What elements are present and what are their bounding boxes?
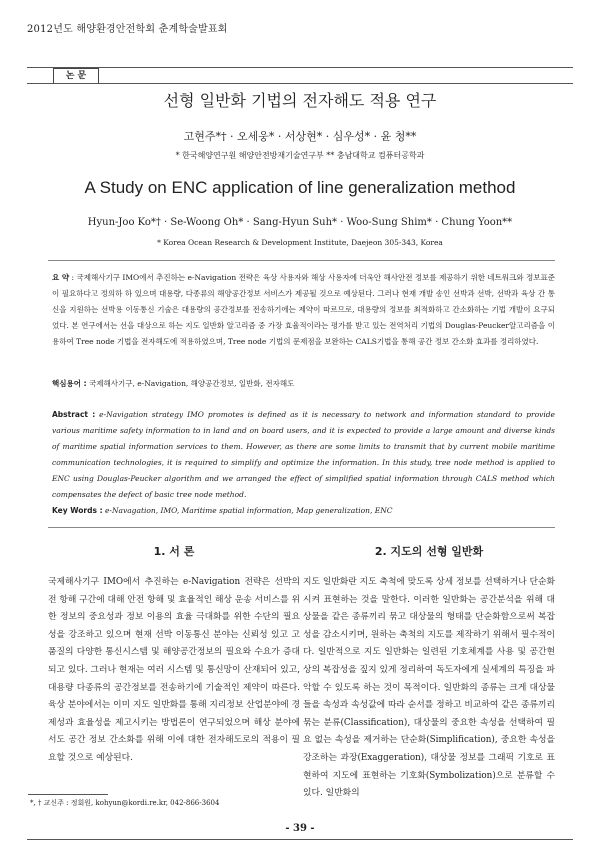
keywords-korean-label: 핵심용어 :: [52, 379, 87, 388]
footnote: *, † 교신주 : 정회원, kohyun@kordi.re.kr, 042-866-3604: [30, 799, 220, 807]
abstract-bottom-rule: [48, 527, 555, 528]
authors-english: Hyun-Joo Ko*† · Se-Woong Oh* · Sang-Hyun Suh* · Woo-Sung Shim* · Chung Yoon**: [87, 217, 513, 228]
section-2-heading: 2. 지도의 선형 일반화: [374, 545, 484, 558]
article-type-tag: 논 문: [53, 68, 99, 84]
section-2-body: 지도 일반화란 지도 축척에 맞도록 상세 정보를 선택하거나 단순화시켜 표현하는 것을 말한다. 이러한 일반화는 공간분석을 위해 대상물을 같은 종류끼리 묶고 대상물의 형태를 단순화함으로써 복잡성을 감소시키며, 원하는 축척의 지도를 제작하기 위해서 필수적이다. 일반적으로 지도 일반화는 일련된 기호체계를 사용 및 공간현상의 복잡성을 짚지 있게 정리하여 독도자에게 실세계의 특징을 파악할 수 있도록 하는 것이 목적이다. 일반화의 종류는 크게 대상물들을 속성과 속성값에 따라 순서를 정하고 비교하여 같은 종류끼리 묶는 분류(Classification), 대상물의 중요한 속성을 선택하여 필요 없는 속성을 제거하는 단순화(Simplification), 중요한 속성을 강조하는 과장(Exaggeration), 대상물 정보를 그래픽 기호로 표현하여 지도에 표현하는 기호화(Symbolization)으로 분류할 수 있다. 일반화의: [303, 577, 555, 799]
page-number: - 39 -: [285, 823, 315, 834]
keywords-english: [52, 503, 555, 519]
keywords-english-label: Key Words :: [52, 506, 103, 515]
footnote-rule: [28, 794, 108, 795]
authors-korean: 고현주*† · 오세웅* · 서상현* · 심우성* · 윤 청**: [183, 130, 417, 143]
abstract-korean-text: 국제해사기구 IMO에서 추진하는 e-Navigation 전략은 육상 사용자와 해상 사용자에 더욱안 해사안전 정보를 제공하기 위한 네트워크와 정보표준이 필요하다고 정의하 하 있으며 대용량, 다종류의 해양공간정보 서비스가 제공될 것으로 예상된다. 그러나 현재 개발 송인 선박과 선박, 선박과 육상 간 통신을 지원하는 선박용 이동통신 기술은 대용량의 공간정보를 전송하기에는 제약이 따르므로, 대용량의 정보를 최적화하고 간소화하는 기법 개발이 요구되었다. 본 연구에서는 선을 대상으로 하는 지도 일반화 알고리즘 중 가장 효율적이라는 평가를 받고 있는 전역처리 기법의 Douglas-Peucker알고리즘을 이용하여 Tree node 기법을 전자해도에 적용하였으며, Tree node 기법의 문제점을 보완하는 CALS기법을 통해 공간 정보 간소화 효과를 정리하였다.: [52, 273, 555, 346]
abstract-korean: 요 약 : 국제해사기구 IMO에서 추진하는 e-Navigation 전략은 육상 사용자와 해상 사용자에 더욱안 해사안전 정보를 제공하기 위한 네트워크와 정보표준이 필요하다고 정의하 하 있으며 대용량, 다종류의 해양공간정보 서비스가 제공될 것으로 예상된다. 그러나 현재 개발 송인 선박과 선박, 선박과 육상 간 통신을 지원하는 선박용 이동통신 기술은 대용량의 공간정보를 전송하기에는 제약이 따르므로, 대용량의 정보를 최적화하고 간소화하는 기법 개발이 요구되었다. 본 연구에서는 선을 대상으로 하는 지도 일반화 알고리즘 중 가장 효율적이라는 평가를 받고 있는 전역처리 기법의 Douglas-Peucker알고리즘을 이용하여 Tree node 기법을 전자해도에 적용하였으며, Tree node 기법의 문제점을 보완하는 CALS기법을 통해 공간 정보 간소화 효과를 정리하였다.: [52, 273, 555, 346]
abstract-english-text: e-Navigation strategy IMO promotes is defined as it is necessary to network and information standard to provide various maritime safety information to in land and on board users, and it is expected to provide a large amount and diverse kinds of maritime spatial information services to them. However, as there are some limits to transmit that by current mobile maritime communication technologies, it is required to simplify and optimize the information. In this study, tree node method is applied to ENC using Douglas-Peucker algorithm and we arranged the effect of simplified spatial information through CALS method which compensates the defect of basic tree node method.: [52, 410, 555, 499]
keywords-english-text: e-Navagation, IMO, Maritime spatial information, Map generalization, ENC: [104, 506, 393, 515]
abstract-english: [52, 407, 555, 503]
affiliation-english: * Korea Ocean Research & Development Institute, Daejeon 305-343, Korea: [157, 238, 443, 247]
section-1-heading: 1. 서 론: [153, 545, 195, 558]
abstract-top-rule: [48, 260, 555, 261]
abstract-korean-label: 요 약: [52, 273, 70, 282]
title-english: A Study on ENC application of line generalization method: [84, 178, 516, 197]
section-1-body: 국제해사기구 IMO에서 추진하는 e-Navigation 전략은 선박의 전 항해 구간에 대해 안전 항해 및 효율적인 해상 운송 서비스를 위한 정보의 중요성과 정보 이용의 효율 극대화를 위한 수단의 필요성을 강조하고 있으며 현재 선박 이동통신 분야는 신뢰성 있고 고품질의 다양한 통신시스템 및 해양공간정보의 필요와 수요가 증대되고 있다. 그러나 현재는 여러 시스템 및 통신망이 산재되어 있고, 대용량 다종류의 공간정보를 전송하기에 기술적인 제약이 따른다. 육상 분야에서는 이미 지도 일반화를 통해 지리정보 산업분야에 경제성과 효율성을 제고시키는 방법론이 연구되었으며 해상 분야에서도 공간 정보 간소화를 위해 이에 대한 전자해도로의 적용이 필요할 것으로 예상된다.: [48, 577, 300, 763]
abstract-english-label: Abstract :: [52, 410, 96, 419]
keywords-korean-text: 국제해사기구, e-Navigation, 해양공간정보, 일반화, 전자해도: [88, 379, 295, 388]
top-rule: [27, 67, 573, 68]
title-korean: 선형 일반화 기법의 전자해도 적용 연구: [163, 91, 437, 110]
title-rule: [27, 83, 573, 84]
affiliation-korean: * 한국해양연구원 해양안전방재기술연구부 ** 충남대학교 컴퓨터공학과: [175, 151, 425, 160]
keywords-korean: [52, 376, 555, 392]
bottom-rule: [27, 839, 573, 840]
conference-header: 2012년도 해양환경안전학회 춘계학술발표회: [27, 24, 228, 35]
